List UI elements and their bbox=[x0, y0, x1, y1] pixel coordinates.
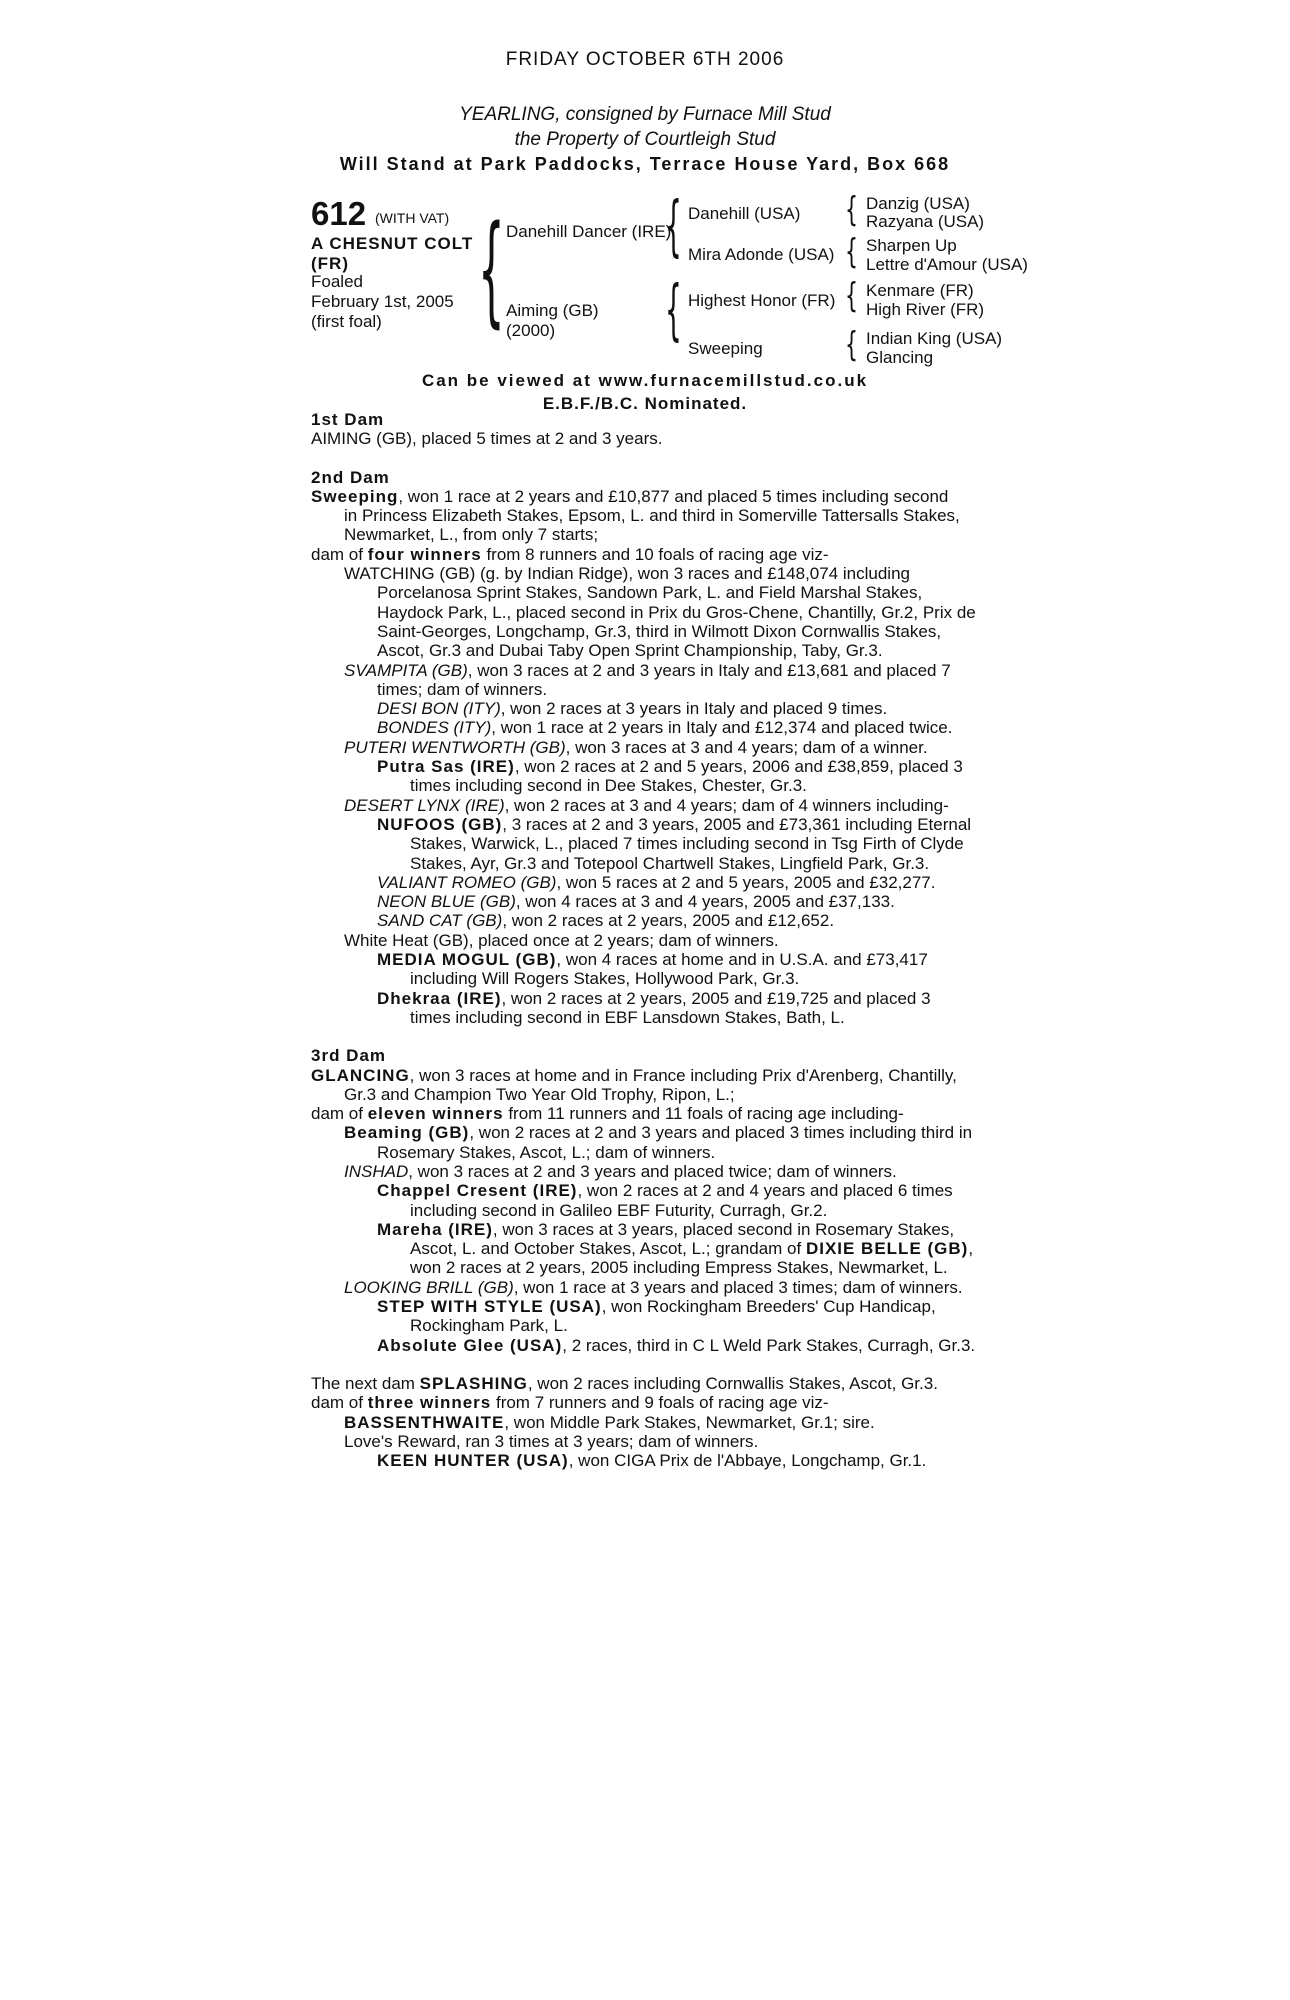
produce-line bbox=[311, 796, 1011, 815]
horse-name: PUTERI WENTWORTH (GB) bbox=[344, 737, 566, 757]
produce-line bbox=[311, 699, 1011, 718]
horse-record: , 3 races at 2 and 3 years, 2005 and £73,361 including Eternal bbox=[502, 814, 972, 834]
pedigree-dam: Aiming (GB) bbox=[506, 301, 599, 320]
dam-record: , won 1 race at 2 years and £10,877 and placed 5 times including second bbox=[398, 486, 949, 506]
produce-line bbox=[311, 1162, 1011, 1181]
produce-line: including Will Rogers Stakes, Hollywood Park, Gr.3. bbox=[410, 969, 800, 989]
horse-name: NEON BLUE (GB) bbox=[377, 892, 516, 912]
produce-summary bbox=[311, 1104, 1011, 1123]
produce-line: won 2 races at 2 years, 2005 including Empress Stakes, Newmarket, L. bbox=[410, 1258, 948, 1278]
stand-location: Will Stand at Park Paddocks, Terrace House Yard, Box 668 bbox=[339, 154, 951, 174]
produce-line bbox=[311, 738, 1011, 757]
horse-record: , won 2 races at 3 years in Italy and placed 9 times. bbox=[500, 699, 888, 719]
produce-text: dam of bbox=[311, 1104, 368, 1124]
pedigree-sss: Danzig (USA) bbox=[866, 194, 970, 213]
produce-line: times; dam of winners. bbox=[377, 679, 548, 699]
horse-record: , won 2 races at 2 and 5 years, 2006 and £38,859, placed 3 bbox=[514, 757, 963, 777]
horse-name: SAND CAT (GB) bbox=[377, 911, 503, 931]
dam-name: Sweeping bbox=[311, 486, 399, 506]
pedigree-dss: Kenmare (FR) bbox=[866, 281, 974, 300]
pedigree-dam-sire: Highest Honor (FR) bbox=[688, 291, 836, 310]
produce-line bbox=[311, 1239, 1011, 1258]
produce-line: Rosemary Stakes, Ascot, L.; dam of winners. bbox=[377, 1142, 716, 1162]
dam-record-line: Newmarket, L., from only 7 starts; bbox=[344, 525, 599, 545]
first-dam-text: AIMING (GB), placed 5 times at 2 and 3 years. bbox=[311, 429, 663, 449]
horse-record: , won 1 race at 2 years in Italy and £12,374 and placed twice. bbox=[491, 718, 953, 738]
horse-record: , won 4 races at 3 and 4 years, 2005 and £37,133. bbox=[515, 892, 895, 912]
produce-line: Ascot, Gr.3 and Dubai Taby Open Sprint Championship, Taby, Gr.3. bbox=[377, 641, 883, 661]
horse-record: , won CIGA Prix de l'Abbaye, Longchamp, Gr.1. bbox=[568, 1451, 927, 1471]
produce-line: Porcelanosa Sprint Stakes, Sandown Park, L. and Field Marshal Stakes, bbox=[377, 583, 923, 603]
produce-line: Stakes, Ayr, Gr.3 and Totepool Chartwell Stakes, Lingfield Park, Gr.3. bbox=[410, 853, 930, 873]
horse-record: , won 3 races at 2 and 3 years in Italy and £13,681 and placed 7 bbox=[467, 660, 951, 680]
horse-record: , won 4 races at home and in U.S.A. and £73,417 bbox=[556, 950, 928, 970]
horse-name: KEEN HUNTER (USA) bbox=[377, 1451, 569, 1471]
second-dam-line bbox=[311, 487, 1011, 506]
horse-name: NUFOOS (GB) bbox=[377, 814, 503, 834]
horse-name: INSHAD bbox=[344, 1161, 409, 1181]
vat-note: (WITH VAT) bbox=[375, 210, 450, 226]
produce-text: dam of bbox=[311, 1393, 368, 1413]
horse-name: Absolute Glee (USA) bbox=[377, 1335, 563, 1355]
foaled-date: February 1st, 2005 bbox=[311, 292, 454, 311]
horse-record: , won 2 races at 2 years, 2005 and £12,652. bbox=[502, 911, 835, 931]
produce-line bbox=[311, 873, 1011, 892]
produce-text: from 7 runners and 9 foals of racing age viz- bbox=[491, 1393, 829, 1413]
horse-record: , won 2 races at 2 and 3 years and placed 3 times including third in bbox=[469, 1123, 973, 1143]
dam-name: SPLASHING bbox=[419, 1373, 528, 1393]
pedigree-brace-ss: { bbox=[845, 190, 858, 230]
produce-line bbox=[311, 1451, 1011, 1470]
horse-name: BASSENTHWAITE bbox=[344, 1412, 505, 1432]
horse-record: , won 2 races at 2 and 4 years and placed 6 times bbox=[577, 1181, 953, 1201]
horse-record: , bbox=[968, 1239, 974, 1259]
pedigree-dds: Indian King (USA) bbox=[866, 329, 1003, 348]
foaling-info bbox=[311, 272, 491, 332]
foaled-label: Foaled bbox=[311, 272, 363, 291]
produce-line bbox=[311, 892, 1011, 911]
winner-count: three winners bbox=[367, 1393, 492, 1413]
produce-line: including second in Galileo EBF Futurity, Curragh, Gr.2. bbox=[410, 1200, 828, 1220]
horse-record: , won 3 races at 3 and 4 years; dam of a winner. bbox=[565, 737, 928, 757]
horse-name: Putra Sas (IRE) bbox=[377, 757, 515, 777]
horse-name: Beaming (GB) bbox=[344, 1123, 470, 1143]
produce-line: times including second in Dee Stakes, Chester, Gr.3. bbox=[410, 776, 807, 796]
horse-name: SVAMPITA (GB) bbox=[344, 660, 468, 680]
pedigree-sdd: Lettre d'Amour (USA) bbox=[866, 255, 1028, 274]
produce-line: Saint-Georges, Longchamp, Gr.3, third in Wilmott Dixon Cornwallis Stakes, bbox=[377, 621, 942, 641]
pedigree-notes bbox=[311, 410, 1011, 1470]
produce-line bbox=[311, 815, 1011, 834]
produce-line: WATCHING (GB) (g. by Indian Ridge), won 3 races and £148,074 including bbox=[344, 564, 910, 584]
produce-line bbox=[311, 661, 1011, 680]
produce-text: dam of bbox=[311, 544, 368, 564]
consignor-line: YEARLING, consigned by Furnace Mill Stud bbox=[459, 104, 831, 125]
pedigree-dam-year: (2000) bbox=[506, 321, 556, 340]
horse-name: BONDES (ITY) bbox=[377, 718, 492, 738]
sale-date: FRIDAY OCTOBER 6TH 2006 bbox=[505, 49, 785, 70]
horse-record: , 2 races, third in C L Weld Park Stakes, Curragh, Gr.3. bbox=[562, 1335, 976, 1355]
produce-line bbox=[311, 1220, 1011, 1239]
pedigree-sds: Sharpen Up bbox=[866, 236, 957, 255]
horse-name: STEP WITH STYLE (USA) bbox=[377, 1297, 602, 1317]
horse-record: , won 5 races at 2 and 5 years, 2005 and £32,277. bbox=[556, 872, 936, 892]
produce-line bbox=[311, 1181, 1011, 1200]
property-line: the Property of Courtleigh Stud bbox=[514, 129, 776, 150]
horse-record: , won 3 races at 2 and 3 years and placed twice; dam of winners. bbox=[408, 1161, 897, 1181]
horse-name: VALIANT ROMEO (GB) bbox=[377, 872, 557, 892]
dam-record: , won 3 races at home and in France including Prix d'Arenberg, Chantilly, bbox=[409, 1065, 957, 1085]
produce-text: The next dam bbox=[311, 1373, 420, 1393]
produce-line bbox=[311, 1413, 1011, 1432]
horse-record: , won Middle Park Stakes, Newmarket, Gr.1; sire. bbox=[504, 1412, 875, 1432]
horse-record: Ascot, L. and October Stakes, Ascot, L.; grandam of bbox=[410, 1239, 806, 1259]
horse-record: , won 2 races at 3 and 4 years; dam of 4 winners including- bbox=[504, 795, 949, 815]
produce-line bbox=[311, 757, 1011, 776]
horse-record: , won 1 race at 3 years and placed 3 times; dam of winners. bbox=[513, 1277, 963, 1297]
pedigree-brace-sire: { bbox=[665, 187, 682, 264]
produce-text: from 11 runners and 11 foals of racing age including- bbox=[503, 1104, 904, 1124]
produce-line bbox=[311, 1297, 1011, 1316]
second-dam-heading: 2nd Dam bbox=[311, 467, 390, 487]
pedigree-sire: Danehill Dancer (IRE) bbox=[506, 222, 672, 241]
pedigree-brace-main: { bbox=[478, 201, 505, 340]
winner-count: four winners bbox=[367, 544, 482, 564]
horse-name: DESI BON (ITY) bbox=[377, 699, 501, 719]
pedigree-brace-sd: { bbox=[845, 232, 858, 272]
produce-line: Stakes, Warwick, L., placed 7 times including second in Tsg Firth of Clyde bbox=[410, 834, 964, 854]
produce-line bbox=[311, 718, 1011, 737]
produce-line: White Heat (GB), placed once at 2 years; dam of winners. bbox=[344, 930, 779, 950]
horse-name: DESERT LYNX (IRE) bbox=[344, 795, 505, 815]
pedigree-dam-dam: Sweeping bbox=[688, 339, 763, 358]
pedigree-ssd: Razyana (USA) bbox=[866, 212, 985, 231]
pedigree-sire-sire: Danehill (USA) bbox=[688, 204, 801, 223]
produce-line bbox=[311, 1278, 1011, 1297]
horse-name: Chappel Cresent (IRE) bbox=[377, 1181, 578, 1201]
dam-name: GLANCING bbox=[311, 1065, 410, 1085]
pedigree-brace-dd: { bbox=[845, 325, 858, 365]
third-dam-line bbox=[311, 1066, 1011, 1085]
produce-line: Love's Reward, ran 3 times at 3 years; dam of winners. bbox=[344, 1431, 759, 1451]
pedigree-dsd: High River (FR) bbox=[866, 300, 985, 319]
produce-line bbox=[311, 911, 1011, 930]
nomination-info: E.B.F./B.C. Nominated. bbox=[542, 394, 748, 413]
produce-text: from 8 runners and 10 foals of racing age viz- bbox=[481, 544, 829, 564]
dam-record: , won 2 races including Cornwallis Stakes, Ascot, Gr.3. bbox=[527, 1373, 938, 1393]
dam-record-line: Gr.3 and Champion Two Year Old Trophy, Ripon, L.; bbox=[344, 1084, 735, 1104]
produce-line bbox=[311, 989, 1011, 1008]
lot-number: 612 bbox=[311, 195, 367, 232]
pedigree-brace-ds: { bbox=[845, 276, 858, 316]
horse-name: Mareha (IRE) bbox=[377, 1219, 493, 1239]
horse-name: DIXIE BELLE (GB) bbox=[805, 1239, 969, 1259]
horse-record: , won Rockingham Breeders' Cup Handicap, bbox=[601, 1297, 936, 1317]
produce-summary bbox=[311, 545, 1011, 564]
foal-note: (first foal) bbox=[311, 312, 382, 331]
pedigree-ddd: Glancing bbox=[866, 348, 934, 367]
pedigree-brace-dam: { bbox=[665, 271, 682, 348]
third-dam-heading: 3rd Dam bbox=[311, 1046, 387, 1066]
horse-record: , won 3 races at 3 years, placed second in Rosemary Stakes, bbox=[492, 1219, 955, 1239]
winner-count: eleven winners bbox=[367, 1104, 504, 1124]
horse-name: MEDIA MOGUL (GB) bbox=[377, 950, 557, 970]
produce-line bbox=[311, 1123, 1011, 1142]
first-dam-heading: 1st Dam bbox=[311, 410, 385, 429]
lot-description: A CHESNUT COLT (FR) bbox=[311, 234, 474, 273]
produce-line: Haydock Park, L., placed second in Prix du Gros-Chene, Chantilly, Gr.2, Prix de bbox=[377, 602, 976, 622]
produce-line bbox=[311, 1336, 1011, 1355]
horse-record: , won 2 races at 2 years, 2005 and £19,725 and placed 3 bbox=[501, 988, 931, 1008]
produce-line bbox=[311, 950, 1011, 969]
pedigree-sire-dam: Mira Adonde (USA) bbox=[688, 245, 835, 264]
produce-summary bbox=[311, 1393, 1011, 1412]
horse-name: Dhekraa (IRE) bbox=[377, 988, 502, 1008]
horse-name: LOOKING BRILL (GB) bbox=[344, 1277, 514, 1297]
produce-line: times including second in EBF Lansdown Stakes, Bath, L. bbox=[410, 1007, 845, 1027]
produce-line: Rockingham Park, L. bbox=[410, 1316, 568, 1336]
viewing-info: Can be viewed at www.furnacemillstud.co.uk bbox=[421, 371, 869, 390]
next-dam-line bbox=[311, 1374, 1011, 1393]
dam-record-line: in Princess Elizabeth Stakes, Epsom, L. and third in Somerville Tattersalls Stakes, bbox=[344, 506, 960, 526]
